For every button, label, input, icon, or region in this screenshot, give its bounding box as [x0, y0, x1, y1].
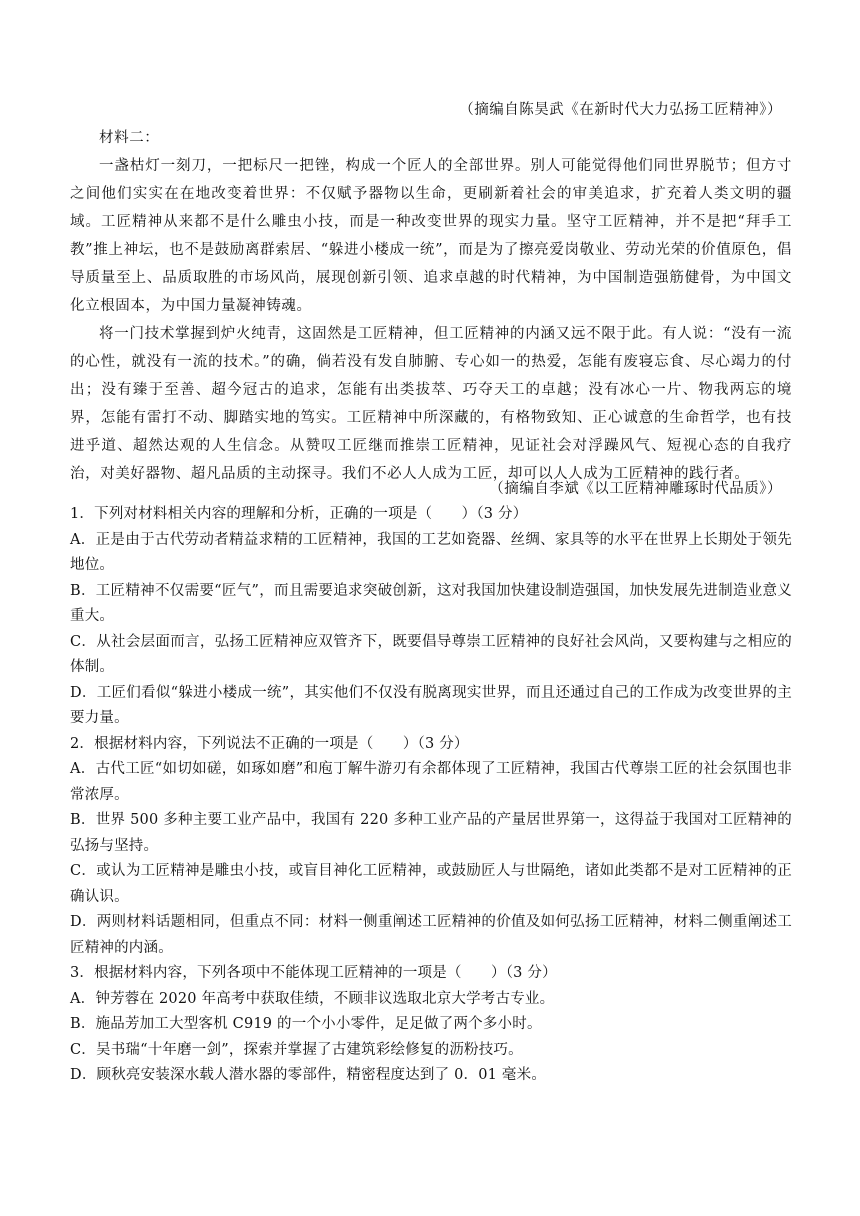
source-citation-bottom: （摘编自李斌《以工匠精神雕琢时代品质》） [489, 481, 782, 497]
material-paragraph: 将一门技术掌握到炉火纯青，这固然是工匠精神，但工匠精神的内涵又远不限于此。有人说：“没有一流的心性，就没有一流的技术。”的确，倘若没有发自肺腑、专心如一的热爱，怎能有废寝忘食、尽心竭力的付出；没有臻于至善、超今冠古的追求，怎能有出类拔萃、巧夺天工的卓越；没有冰心一片、物我两忘的境界，怎能有雷打不动、脚踏实地的笃实。工匠精神中所深藏的，有格物致知、正心诚意的生命哲学，也有技进乎道、超然达观的人生信念。从赞叹工匠继而推崇工匠精神，见证社会对浮躁风气、短视心态的自我疗治，对美好器物、超凡品质的主动探寻。我们不必人人成为工匠，却可以人人成为工匠精神的践行者。 [70, 326, 792, 482]
option-b: B．世界 500 多种主要工业产品中，我国有 220 多种工业产品的产量居世界第一，这得益于我国对工匠精神的弘扬与坚持。 [70, 812, 792, 854]
option-b: B．工匠精神不仅需要“匠气”，而且需要追求突破创新，这对我国加快建设制造强国，加快发展先进制造业意义重大。 [70, 582, 792, 624]
question-block [70, 502, 792, 732]
option-a: A．正是由于古代劳动者精益求精的工匠精神，我国的工艺如瓷器、丝绸、家具等的水平在世界上长期处于领先地位。 [70, 531, 792, 573]
option-d: D．工匠们看似“躲进小楼成一统”，其实他们不仅没有脱离现实世界，而且还通过自己的工作成为改变世界的主要力量。 [70, 684, 792, 726]
material-two [70, 124, 792, 488]
question-stem: 2．根据材料内容，下列说法不正确的一项是（ ）（3 分） [70, 735, 469, 752]
option-d: D．顾秋亮安装深水载人潜水器的零部件，精密程度达到了 0．01 毫米。 [70, 1067, 547, 1083]
question-stem: 1．下列对材料相关内容的理解和分析，正确的一项是（ ）（3 分） [70, 506, 528, 522]
option-a: A．古代工匠“如切如磋，如琢如磨”和庖丁解牛游刃有余都体现了工匠精神，我国古代尊崇工匠的社会氛围也非常浓厚。 [70, 761, 792, 803]
question-block [70, 732, 792, 962]
option-c: C．从社会层面而言，弘扬工匠精神应双管齐下，既要倡导尊崇工匠精神的良好社会风尚，又要构建与之相应的体制。 [70, 633, 792, 675]
question-stem: 3．根据材料内容，下列各项中不能体现工匠精神的一项是（ ）（3 分） [70, 965, 557, 981]
option-b: B．施品芳加工大型客机 C919 的一个小小零件，足足做了两个多小时。 [70, 1016, 542, 1032]
option-d: D．两则材料话题相同，但重点不同：材料一侧重阐述工匠精神的价值及如何弘扬工匠精神，材料二侧重阐述工匠精神的内涵。 [70, 914, 792, 956]
question-list [70, 502, 792, 1089]
question-block [70, 961, 792, 1089]
material-heading: 材料二： [99, 130, 160, 146]
option-c: C．或认为工匠精神是雕虫小技，或盲目神化工匠精神，或鼓励匠人与世隔绝，诸如此类都不是对工匠精神的正确认识。 [70, 863, 792, 905]
option-c: C．吴书瑞“十年磨一剑”，探索并掌握了古建筑彩绘修复的沥粉技巧。 [70, 1041, 523, 1058]
material-paragraph: 一盏枯灯一刻刀，一把标尺一把锉，构成一个匠人的全部世界。别人可能觉得他们同世界脱节；但方寸之间他们实实在在地改变着世界：不仅赋予器物以生命，更刷新着社会的审美追求，扩充着人类文明的疆域。工匠精神从来都不是什么雕虫小技，而是一种改变世界的现实力量。坚守工匠精神，并不是把“拜手工教”推上神坛，也不是鼓励离群索居、“躲进小楼成一统”，而是为了擦亮爱岗敬业、劳动光荣的价值原色，倡导质量至上、品质取胜的市场风尚，展现创新引领、追求卓越的时代精神，为中国制造强筋健骨，为中国文化立根固本，为中国力量凝神铸魂。 [70, 158, 792, 314]
source-citation-top: （摘编自陈昊武《在新时代大力弘扬工匠精神》） [459, 102, 782, 118]
option-a: A．钟芳蓉在 2020 年高考中获取佳绩，不顾非议选取北京大学考古专业。 [70, 990, 555, 1007]
